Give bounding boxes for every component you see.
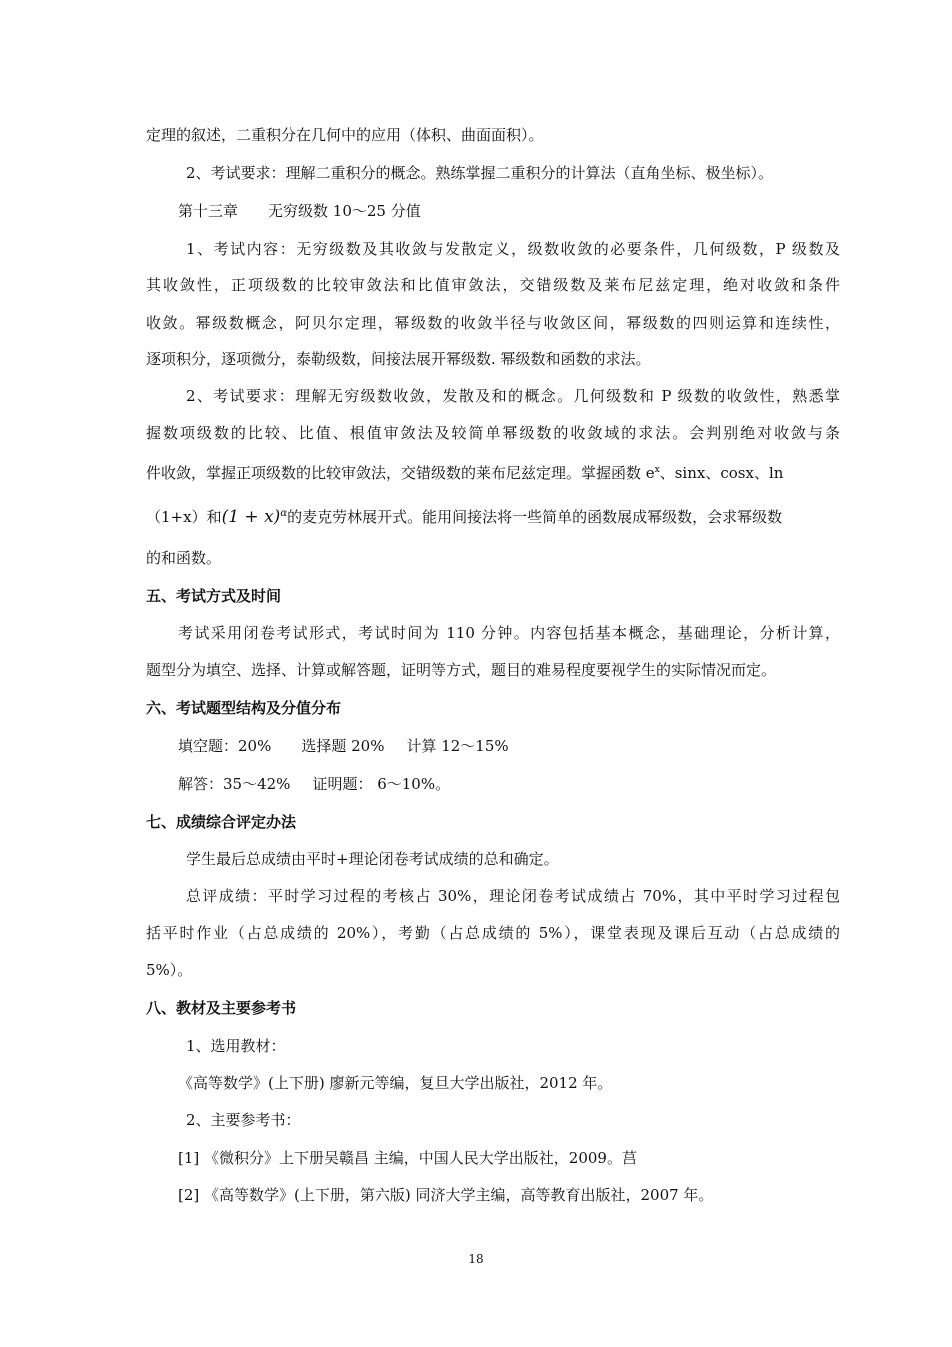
chapter-name: 无穷级数 10～25 分值 (268, 202, 421, 220)
score-line (178, 774, 840, 794)
superscript: x (654, 465, 660, 475)
score-item: 填空题：20% (178, 737, 272, 755)
score-item: 选择题 20% (301, 737, 385, 755)
textbook-entry: 《高等数学》(上下册) 廖新元等编，复旦大学出版社，2012 年。 (178, 1074, 613, 1092)
page-number: 18 (468, 1252, 484, 1266)
paragraph-line: 2、考试要求：理解无穷级数收敛，发散及和的概念。几何级数和 P 级数的收敛性，熟悉掌 (186, 387, 840, 405)
chapter-title (178, 201, 840, 221)
paragraph-line: 题型分为填空、选择、计算或解答题，证明等方式，题目的难易程度要视学生的实际情况而定。 (146, 661, 777, 679)
section-heading: 八、教材及主要参考书 (146, 999, 297, 1017)
reference-item: [1] 《微积分》上下册吴赣昌 主编，中国人民大学出版社，2009。莒 (178, 1149, 637, 1167)
paragraph-line: 逐项积分，逐项微分，泰勒级数，间接法展开幂级数. 幂级数和函数的求法。 (146, 350, 651, 368)
paragraph-line: 5%）。 (146, 961, 193, 979)
paragraph-line: 2、主要参考书： (186, 1111, 301, 1129)
reference-item: [2] 《高等数学》(上下册，第六版) 同济大学主编，高等教育出版社，2007 年。 (178, 1186, 714, 1204)
paragraph-line: 其收敛性，正项级数的比较审敛法和比值审敛法，交错级数及莱布尼兹定理，绝对收敛和条件 (146, 276, 840, 294)
paragraph-line: 括平时作业（占总成绩的 20%），考勤（占总成绩的 5%），课堂表现及课后互动（占总成绩的 (146, 924, 840, 942)
section-heading: 七、成绩综合评定办法 (146, 813, 297, 831)
paragraph-line: 总评成绩：平时学习过程的考核占 30%，理论闭卷考试成绩占 70%，其中平时学习过程包 (186, 887, 840, 905)
score-item: 计算 12～15% (406, 737, 509, 755)
paragraph-line: 考试采用闭卷考试形式，考试时间为 110 分钟。内容包括基本概念，基础理论，分析计算， (178, 624, 840, 642)
paragraph-line: 1、考试内容：无穷级数及其收敛与发散定义，级数收敛的必要条件，几何级数，P 级数及 (186, 240, 840, 258)
score-item: 证明题： 6～10%。 (312, 775, 451, 793)
section-heading: 五、考试方式及时间 (146, 587, 282, 605)
paragraph-line: 1、选用教材： (186, 1037, 286, 1055)
paragraph-line: 定理的叙述，二重积分在几何中的应用（体积、曲面面积）。 (146, 126, 544, 144)
paragraph-line (146, 460, 840, 483)
score-line (178, 736, 840, 756)
text-span: （1+x）和 (146, 508, 222, 526)
paragraph-line: 的和函数。 (146, 549, 222, 567)
score-item: 解答：35～42% (178, 775, 291, 793)
paragraph-line: 收敛。幂级数概念，阿贝尔定理，幂级数的收敛半径与收敛区间，幂级数的四则运算和连续性， (146, 314, 840, 332)
paragraph-line (146, 504, 840, 527)
text-span: 的麦克劳林展开式。能用间接法将一些简单的函数展成幂级数，会求幂级数 (287, 508, 783, 526)
paragraph-line: 握数项级数的比较、比值、根值审敛法及较简单幂级数的收敛域的求法。会判别绝对收敛与条 (146, 424, 840, 442)
section-heading: 六、考试题型结构及分值分布 (146, 699, 342, 717)
chapter-number: 第十三章 (178, 202, 239, 220)
text-span: 件收敛，掌握正项级数的比较审敛法，交错级数的莱布尼兹定理。掌握函数 e (146, 464, 655, 482)
superscript: α (280, 508, 288, 519)
text-span: 、sinx、cosx、ln (659, 464, 784, 482)
math-expression: (1 + x) (221, 507, 281, 527)
paragraph-line: 2、考试要求：理解二重积分的概念。熟练掌握二重积分的计算法（直角坐标、极坐标）。 (186, 164, 774, 182)
paragraph-line: 学生最后总成绩由平时+理论闭卷考试成绩的总和确定。 (186, 850, 559, 868)
